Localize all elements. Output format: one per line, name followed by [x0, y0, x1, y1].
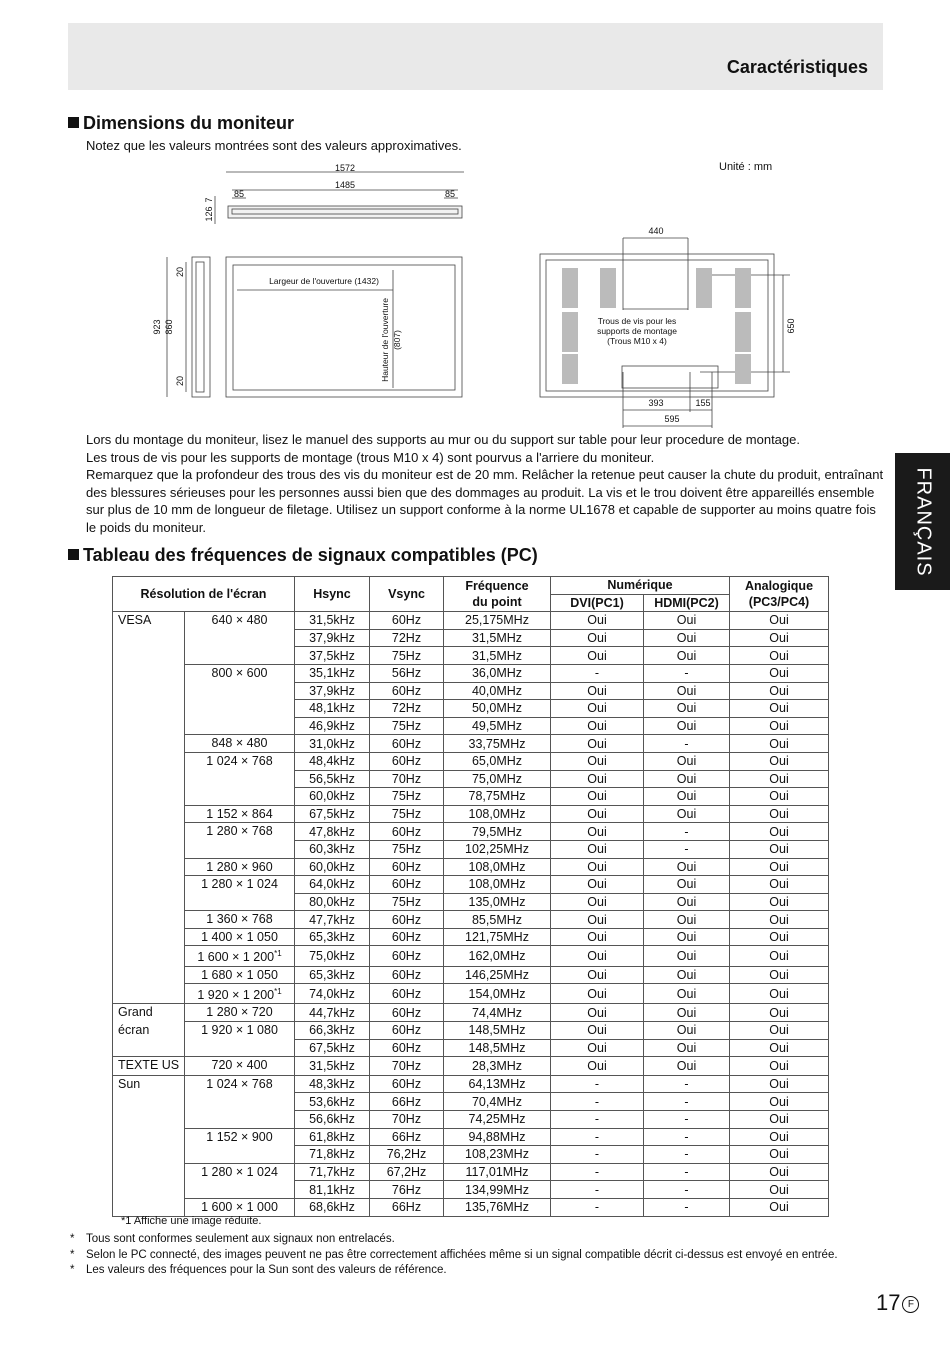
dot-freq-cell: 65,0MHz: [444, 752, 551, 770]
dvi-cell: Oui: [551, 752, 644, 770]
resolution-cell: 1 360 × 768: [185, 911, 295, 929]
dvi-cell: Oui: [551, 805, 644, 823]
dot-freq-cell: 154,0MHz: [444, 984, 551, 1004]
table-row: [113, 984, 829, 1004]
vsync-cell: 60Hz: [370, 876, 444, 894]
vsync-cell: 60Hz: [370, 1021, 444, 1039]
dot-freq-cell: 25,175MHz: [444, 612, 551, 630]
table-row: [113, 911, 829, 929]
header-dot-freq: Fréquence du point: [444, 577, 551, 612]
dvi-cell: Oui: [551, 876, 644, 894]
vsync-cell: 60Hz: [370, 966, 444, 984]
dot-freq-cell: 33,75MHz: [444, 735, 551, 753]
table-row: [113, 928, 829, 946]
resolution-cell: 640 × 480: [185, 612, 295, 665]
holes-label-1: Trous de vis pour les: [597, 316, 677, 326]
dim-vesa-bottom-b: 155: [695, 398, 711, 408]
hdmi-cell: Oui: [644, 1021, 730, 1039]
hsync-cell: 61,8kHz: [295, 1128, 370, 1146]
hsync-cell: 37,5kHz: [295, 647, 370, 665]
dim-vesa-right: 650: [786, 318, 796, 334]
vsync-cell: 72Hz: [370, 700, 444, 718]
dvi-cell: Oui: [551, 682, 644, 700]
hdmi-cell: Oui: [644, 1039, 730, 1057]
holes-label-2: supports de montage: [597, 326, 677, 336]
hsync-cell: 47,7kHz: [295, 911, 370, 929]
resolution-cell: 1 680 × 1 050: [185, 966, 295, 984]
analog-cell: Oui: [730, 823, 829, 841]
analog-cell: Oui: [730, 840, 829, 858]
header-vsync: Vsync: [370, 577, 444, 612]
dvi-cell: Oui: [551, 647, 644, 665]
analog-cell: Oui: [730, 1093, 829, 1111]
table-row: [113, 1004, 829, 1022]
vsync-cell: 75Hz: [370, 893, 444, 911]
dot-freq-cell: 49,5MHz: [444, 717, 551, 735]
hdmi-cell: Oui: [644, 1004, 730, 1022]
resolution-cell: 1 280 × 960: [185, 858, 295, 876]
resolution-cell: 1 152 × 900: [185, 1128, 295, 1163]
vsync-cell: 70Hz: [370, 1110, 444, 1128]
hsync-cell: 67,5kHz: [295, 1039, 370, 1057]
analog-cell: Oui: [730, 1198, 829, 1216]
vsync-cell: 75Hz: [370, 647, 444, 665]
analog-cell: Oui: [730, 735, 829, 753]
dvi-cell: Oui: [551, 823, 644, 841]
vsync-cell: 76Hz: [370, 1181, 444, 1199]
vsync-cell: 75Hz: [370, 840, 444, 858]
vsync-cell: 56Hz: [370, 664, 444, 682]
analog-cell: Oui: [730, 664, 829, 682]
hdmi-cell: -: [644, 664, 730, 682]
hsync-cell: 64,0kHz: [295, 876, 370, 894]
table-row: [113, 1198, 829, 1216]
analog-cell: Oui: [730, 1181, 829, 1199]
analog-cell: Oui: [730, 1075, 829, 1093]
hdmi-cell: Oui: [644, 893, 730, 911]
dot-freq-cell: 50,0MHz: [444, 700, 551, 718]
vsync-cell: 60Hz: [370, 984, 444, 1004]
hsync-cell: 60,0kHz: [295, 788, 370, 806]
vsync-cell: 66Hz: [370, 1198, 444, 1216]
analog-cell: Oui: [730, 1128, 829, 1146]
dim-overall-width: 1572: [334, 163, 356, 173]
table-row: [113, 823, 829, 841]
analog-cell: Oui: [730, 1039, 829, 1057]
hdmi-cell: Oui: [644, 805, 730, 823]
hsync-cell: 66,3kHz: [295, 1021, 370, 1039]
dvi-cell: Oui: [551, 946, 644, 966]
table-row: [113, 858, 829, 876]
dim-vesa-bottom-a: 393: [648, 398, 664, 408]
hsync-cell: 37,9kHz: [295, 682, 370, 700]
table-row: [113, 1057, 829, 1076]
vsync-cell: 76,2Hz: [370, 1146, 444, 1164]
note-item: * Tous sont conformes seulement aux signaux non entrelacés.: [70, 1233, 395, 1245]
dot-freq-cell: 135,0MHz: [444, 893, 551, 911]
hdmi-cell: Oui: [644, 876, 730, 894]
analog-cell: Oui: [730, 629, 829, 647]
dvi-cell: -: [551, 664, 644, 682]
hdmi-cell: Oui: [644, 612, 730, 630]
hdmi-cell: Oui: [644, 858, 730, 876]
resolution-cell: 1 280 × 768: [185, 823, 295, 858]
language-letter-badge: F: [902, 1296, 919, 1313]
dot-freq-cell: 148,5MHz: [444, 1039, 551, 1057]
hsync-cell: 71,8kHz: [295, 1146, 370, 1164]
dvi-cell: Oui: [551, 911, 644, 929]
dot-freq-cell: 117,01MHz: [444, 1163, 551, 1181]
dvi-cell: Oui: [551, 717, 644, 735]
hsync-cell: 37,9kHz: [295, 629, 370, 647]
resolution-cell: 1 600 × 1 000: [185, 1198, 295, 1216]
hdmi-cell: Oui: [644, 647, 730, 665]
hsync-cell: 48,3kHz: [295, 1075, 370, 1093]
vsync-cell: 60Hz: [370, 735, 444, 753]
hsync-cell: 56,6kHz: [295, 1110, 370, 1128]
resolution-cell: 1 400 × 1 050: [185, 928, 295, 946]
dim-depth-b: 7: [204, 197, 214, 203]
vsync-cell: 66Hz: [370, 1093, 444, 1111]
hdmi-cell: Oui: [644, 984, 730, 1004]
hdmi-cell: Oui: [644, 966, 730, 984]
hsync-cell: 60,0kHz: [295, 858, 370, 876]
vsync-cell: 75Hz: [370, 805, 444, 823]
dimensions-note: Notez que les valeurs montrées sont des valeurs approximatives.: [86, 138, 462, 153]
dot-freq-cell: 75,0MHz: [444, 770, 551, 788]
dvi-cell: Oui: [551, 1057, 644, 1076]
analog-cell: Oui: [730, 647, 829, 665]
page-title: Caractéristiques: [726, 57, 868, 77]
dot-freq-cell: 108,0MHz: [444, 805, 551, 823]
dim-depth-a: 126: [204, 206, 214, 222]
hdmi-cell: -: [644, 735, 730, 753]
dot-freq-cell: 148,5MHz: [444, 1021, 551, 1039]
group-cell: VESA: [113, 612, 185, 1004]
hdmi-cell: Oui: [644, 788, 730, 806]
hsync-cell: 31,5kHz: [295, 612, 370, 630]
dvi-cell: Oui: [551, 1004, 644, 1022]
dim-right-bezel: 85: [444, 189, 456, 199]
dot-freq-cell: 102,25MHz: [444, 840, 551, 858]
analog-cell: Oui: [730, 1110, 829, 1128]
dot-freq-cell: 108,23MHz: [444, 1146, 551, 1164]
dvi-cell: Oui: [551, 984, 644, 1004]
note-item: * Les valeurs des fréquences pour la Sun sont des valeurs de référence.: [70, 1264, 447, 1276]
dvi-cell: Oui: [551, 629, 644, 647]
language-tab: FRANÇAIS: [895, 453, 950, 590]
dim-vesa-bottom-c: 595: [664, 414, 680, 424]
analog-cell: Oui: [730, 984, 829, 1004]
dot-freq-cell: 78,75MHz: [444, 788, 551, 806]
hsync-cell: 68,6kHz: [295, 1198, 370, 1216]
table-row: [113, 966, 829, 984]
section-title-frequencies: Tableau des fréquences de signaux compatibles (PC): [68, 545, 538, 566]
table-row: [113, 1075, 829, 1093]
dim-opening-width: Largeur de l'ouverture (1432): [269, 276, 379, 286]
dvi-cell: -: [551, 1093, 644, 1111]
hsync-cell: 31,0kHz: [295, 735, 370, 753]
dim-top-margin: 20: [175, 266, 185, 278]
dvi-cell: Oui: [551, 858, 644, 876]
frequency-table-body: [113, 612, 829, 1216]
hsync-cell: 60,3kHz: [295, 840, 370, 858]
dim-opening-height-b: (807): [392, 330, 402, 350]
analog-cell: Oui: [730, 1004, 829, 1022]
dim-left-bezel: 85: [233, 189, 245, 199]
table-row: [113, 1021, 829, 1039]
hdmi-cell: -: [644, 1110, 730, 1128]
dvi-cell: -: [551, 1128, 644, 1146]
analog-cell: Oui: [730, 770, 829, 788]
dvi-cell: Oui: [551, 788, 644, 806]
dot-freq-cell: 74,25MHz: [444, 1110, 551, 1128]
vsync-cell: 60Hz: [370, 823, 444, 841]
hsync-cell: 75,0kHz: [295, 946, 370, 966]
hsync-cell: 81,1kHz: [295, 1181, 370, 1199]
vsync-cell: 70Hz: [370, 770, 444, 788]
dvi-cell: -: [551, 1110, 644, 1128]
resolution-cell: 1 280 × 720: [185, 1004, 295, 1022]
vsync-cell: 60Hz: [370, 911, 444, 929]
resolution-cell: 1 920 × 1 080: [185, 1021, 295, 1056]
analog-cell: Oui: [730, 682, 829, 700]
header-hsync: Hsync: [295, 577, 370, 612]
hsync-cell: 44,7kHz: [295, 1004, 370, 1022]
header-analog: Analogique (PC3/PC4): [730, 577, 829, 612]
dvi-cell: Oui: [551, 893, 644, 911]
dvi-cell: Oui: [551, 928, 644, 946]
hsync-cell: 48,4kHz: [295, 752, 370, 770]
dvi-cell: -: [551, 1163, 644, 1181]
dot-freq-cell: 134,99MHz: [444, 1181, 551, 1199]
dot-freq-cell: 28,3MHz: [444, 1057, 551, 1076]
dot-freq-cell: 70,4MHz: [444, 1093, 551, 1111]
dot-freq-cell: 31,5MHz: [444, 629, 551, 647]
hdmi-cell: -: [644, 1128, 730, 1146]
analog-cell: Oui: [730, 788, 829, 806]
dvi-cell: Oui: [551, 770, 644, 788]
table-row: [113, 735, 829, 753]
analog-cell: Oui: [730, 1057, 829, 1076]
dvi-cell: Oui: [551, 735, 644, 753]
hdmi-cell: -: [644, 840, 730, 858]
analog-cell: Oui: [730, 717, 829, 735]
dvi-cell: Oui: [551, 700, 644, 718]
hsync-cell: 47,8kHz: [295, 823, 370, 841]
hsync-cell: 65,3kHz: [295, 928, 370, 946]
header-resolution: Résolution de l'écran: [113, 577, 295, 612]
vsync-cell: 60Hz: [370, 682, 444, 700]
table-row: [113, 805, 829, 823]
resolution-cell: 800 × 600: [185, 664, 295, 734]
table-row: [113, 664, 829, 682]
holes-label-3: (Trous M10 x 4): [607, 336, 667, 346]
resolution-cell: 1 280 × 1 024: [185, 876, 295, 911]
dot-freq-cell: 31,5MHz: [444, 647, 551, 665]
analog-cell: Oui: [730, 911, 829, 929]
vsync-cell: 72Hz: [370, 629, 444, 647]
hsync-cell: 80,0kHz: [295, 893, 370, 911]
hsync-cell: 74,0kHz: [295, 984, 370, 1004]
table-row: [113, 946, 829, 966]
hdmi-cell: Oui: [644, 770, 730, 788]
table-row: [113, 612, 829, 630]
hsync-cell: 53,6kHz: [295, 1093, 370, 1111]
dot-freq-cell: 146,25MHz: [444, 966, 551, 984]
analog-cell: Oui: [730, 966, 829, 984]
table-row: [113, 1163, 829, 1181]
hsync-cell: 65,3kHz: [295, 966, 370, 984]
vsync-cell: 67,2Hz: [370, 1163, 444, 1181]
resolution-cell: 1 600 × 1 200$^{*1}$: [185, 946, 295, 966]
note-item: * Selon le PC connecté, des images peuvent ne pas être correctement affichées même si un signal compatible décrit ci-dessus est envoyé en entrée.: [70, 1248, 838, 1261]
dvi-cell: Oui: [551, 1021, 644, 1039]
dvi-cell: -: [551, 1146, 644, 1164]
frequency-table: [112, 576, 829, 1217]
dot-freq-cell: 40,0MHz: [444, 682, 551, 700]
hdmi-cell: -: [644, 823, 730, 841]
hdmi-cell: -: [644, 1075, 730, 1093]
vsync-cell: 60Hz: [370, 1004, 444, 1022]
group-cell: Sun: [113, 1075, 185, 1216]
dim-bottom-margin: 20: [175, 375, 185, 387]
hsync-cell: 46,9kHz: [295, 717, 370, 735]
analog-cell: Oui: [730, 805, 829, 823]
vsync-cell: 60Hz: [370, 1039, 444, 1057]
table-footnote: *1 Affiche une image réduite.: [121, 1215, 262, 1227]
vsync-cell: 60Hz: [370, 612, 444, 630]
hdmi-cell: -: [644, 1163, 730, 1181]
dvi-cell: -: [551, 1181, 644, 1199]
header-numerique: Numérique: [551, 577, 730, 595]
section-title-dimensions: Dimensions du moniteur: [68, 113, 294, 134]
analog-cell: Oui: [730, 752, 829, 770]
hsync-cell: 48,1kHz: [295, 700, 370, 718]
dot-freq-cell: 108,0MHz: [444, 858, 551, 876]
monitor-dimensions-diagram: [0, 0, 950, 430]
analog-cell: Oui: [730, 1021, 829, 1039]
hdmi-cell: Oui: [644, 700, 730, 718]
header-dvi: DVI(PC1): [551, 594, 644, 612]
dot-freq-cell: 85,5MHz: [444, 911, 551, 929]
hdmi-cell: -: [644, 1181, 730, 1199]
analog-cell: Oui: [730, 876, 829, 894]
dim-vesa-top: 440: [648, 226, 664, 236]
bullet-square-icon: [68, 549, 79, 560]
dim-height-inner: 860: [164, 319, 174, 335]
hdmi-cell: Oui: [644, 928, 730, 946]
dvi-cell: Oui: [551, 840, 644, 858]
vsync-cell: 60Hz: [370, 928, 444, 946]
hsync-cell: 31,5kHz: [295, 1057, 370, 1076]
vsync-cell: 60Hz: [370, 858, 444, 876]
table-row: [113, 752, 829, 770]
resolution-cell: 848 × 480: [185, 735, 295, 753]
dot-freq-cell: 108,0MHz: [444, 876, 551, 894]
notes-list: [68, 1232, 883, 1279]
resolution-cell: 1 152 × 864: [185, 805, 295, 823]
dot-freq-cell: 135,76MHz: [444, 1198, 551, 1216]
header-hdmi: HDMI(PC2): [644, 594, 730, 612]
analog-cell: Oui: [730, 928, 829, 946]
resolution-cell: 1 024 × 768: [185, 752, 295, 805]
dot-freq-cell: 79,5MHz: [444, 823, 551, 841]
dot-freq-cell: 162,0MHz: [444, 946, 551, 966]
dvi-cell: Oui: [551, 612, 644, 630]
group-cell: TEXTE US: [113, 1057, 185, 1076]
analog-cell: Oui: [730, 946, 829, 966]
dot-freq-cell: 74,4MHz: [444, 1004, 551, 1022]
resolution-cell: 1 280 × 1 024: [185, 1163, 295, 1198]
dvi-cell: Oui: [551, 1039, 644, 1057]
analog-cell: Oui: [730, 1163, 829, 1181]
vsync-cell: 66Hz: [370, 1128, 444, 1146]
hdmi-cell: -: [644, 1093, 730, 1111]
vsync-cell: 75Hz: [370, 717, 444, 735]
dot-freq-cell: 64,13MHz: [444, 1075, 551, 1093]
hsync-cell: 67,5kHz: [295, 805, 370, 823]
dvi-cell: -: [551, 1075, 644, 1093]
analog-cell: Oui: [730, 893, 829, 911]
hdmi-cell: Oui: [644, 911, 730, 929]
hdmi-cell: Oui: [644, 629, 730, 647]
analog-cell: Oui: [730, 700, 829, 718]
hdmi-cell: Oui: [644, 1057, 730, 1076]
dot-freq-cell: 36,0MHz: [444, 664, 551, 682]
table-row: [113, 1128, 829, 1146]
hdmi-cell: Oui: [644, 946, 730, 966]
vsync-cell: 70Hz: [370, 1057, 444, 1076]
hdmi-cell: Oui: [644, 682, 730, 700]
unit-label: Unité : mm: [719, 161, 773, 173]
analog-cell: Oui: [730, 612, 829, 630]
resolution-cell: 1 024 × 768: [185, 1075, 295, 1128]
dvi-cell: -: [551, 1198, 644, 1216]
analog-cell: Oui: [730, 1146, 829, 1164]
analog-cell: Oui: [730, 858, 829, 876]
hsync-cell: 56,5kHz: [295, 770, 370, 788]
dvi-cell: Oui: [551, 966, 644, 984]
dim-inner-width: 1485: [334, 180, 356, 190]
hsync-cell: 35,1kHz: [295, 664, 370, 682]
page-number: 17 F: [876, 1290, 919, 1316]
dim-height-total: 923: [152, 319, 162, 335]
hdmi-cell: -: [644, 1146, 730, 1164]
hdmi-cell: -: [644, 1198, 730, 1216]
resolution-cell: 1 920 × 1 200$^{*1}$: [185, 984, 295, 1004]
vsync-cell: 60Hz: [370, 1075, 444, 1093]
table-row: [113, 876, 829, 894]
dot-freq-cell: 121,75MHz: [444, 928, 551, 946]
group-cell: Grand écran: [113, 1004, 185, 1057]
dim-opening-height-a: Hauteur de l'ouverture: [380, 298, 390, 382]
vsync-cell: 60Hz: [370, 752, 444, 770]
hdmi-cell: Oui: [644, 717, 730, 735]
vsync-cell: 60Hz: [370, 946, 444, 966]
vsync-cell: 75Hz: [370, 788, 444, 806]
mounting-paragraph: Lors du montage du moniteur, lisez le manuel des supports au mur ou du support sur table pour leur procedure de montage. Les trous de vis pour les supports de montage (trous M10 x 4) sont pourvus a l'arriere du moniteur. Remarquez que la profondeur des trous des vis du moniteur est de 20 mm. Relâcher la retenue peut causer la chute du produit, entraînant des blessures sérieuses pour les personnes aussi bien que des dommages au produit. La vis et le trou doivent être appareillés ensemble sur plus de 10 mm de longueur de filetage. Utilisez un support conforme à la norme UL1678 et capable de supporter au moins quatre fois le poids du moniteur.: [86, 432, 884, 535]
hsync-cell: 71,7kHz: [295, 1163, 370, 1181]
resolution-cell: 720 × 400: [185, 1057, 295, 1076]
dot-freq-cell: 94,88MHz: [444, 1128, 551, 1146]
hdmi-cell: Oui: [644, 752, 730, 770]
